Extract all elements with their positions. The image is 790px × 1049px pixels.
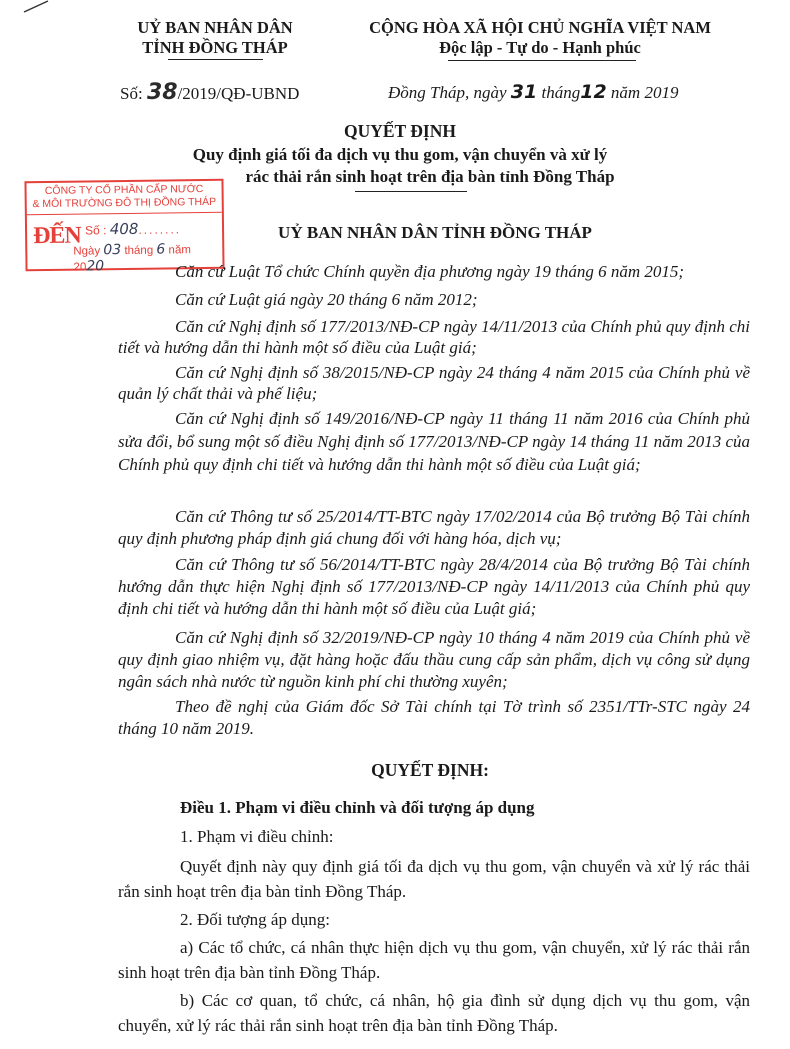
title-subject-line2: rác thải rắn sinh hoạt trên địa bàn tỉnh Đồng Tháp [245,167,615,186]
date-year: năm 2019 [610,83,679,102]
received-stamp [24,179,224,275]
article-1-item-2: 2. Đối tượng áp dụng: [180,910,330,929]
basis-8: Căn cứ Nghị định số 32/2019/NĐ-CP ngày 10 tháng 4 năm 2019 của Chính phủ về quy định giao nhiệm vụ, đặt hàng hoặc đấu thầu cung cấp sản phẩm, dịch vụ công sử dụng ngân sách nhà nước từ nguồn kinh phí chi thường xuyên; [118,628,750,691]
date-month: 12 [580,81,607,103]
article-1-subject-a: a) Các tổ chức, cá nhân thực hiện dịch vụ thu gom, vận chuyển, xử lý rác thải rắn sinh hoạt trên địa bàn tỉnh Đồng Tháp. [118,938,750,982]
motto-underline [448,60,636,61]
basis-7: Căn cứ Thông tư số 56/2014/TT-BTC ngày 28/4/2014 của Bộ trưởng Bộ Tài chính hướng dẫn thực hiện Nghị định số 177/2013/NĐ-CP ngày 14/11/2013 của Chính phủ quy định chi tiết và hướng dẫn thi hành một số điều của Luật giá; [118,555,750,618]
number-prefix: Số: [120,84,143,103]
title-subject-line1: Quy định giá tối đa dịch vụ thu gom, vận chuyển và xử lý [192,145,608,164]
article-1-scope-text: Quyết định này quy định giá tối đa dịch vụ thu gom, vận chuyển và xử lý rác thải rắn sinh hoạt trên địa bàn tỉnh Đồng Tháp. [118,857,750,901]
decide-heading: QUYẾT ĐỊNH: [371,760,489,780]
authority-heading: UỶ BAN NHÂN DÂN TỈNH ĐỒNG THÁP [278,223,592,242]
stamp-ngay-value: 03 [103,242,122,259]
number-handwritten: 38 [146,80,178,105]
issuer-line1: UỶ BAN NHÂN DÂN [137,18,293,37]
issuer-line2: TỈNH ĐỒNG THÁP [142,38,288,57]
stamp-nam-label: năm 20 [73,244,191,274]
basis-2: Căn cứ Luật giá ngày 20 tháng 6 năm 2012; [175,290,478,309]
stamp-nam-value: 20 [86,258,105,275]
document-date [388,82,678,103]
article-1-subject-b: b) Các cơ quan, tổ chức, cá nhân, hộ gia đình sử dụng dịch vụ thu gom, vận chuyển, xử lý rác thải rắn sinh hoạt trên địa bàn tỉnh Đồng Tháp. [118,991,750,1035]
stamp-company-line2: & MÔI TRƯỜNG ĐÔ THỊ ĐỒNG THÁP [32,195,217,211]
date-day: 31 [510,81,538,103]
stamp-den-label: ĐẾN [32,222,81,250]
basis-5: Căn cứ Nghị định số 149/2016/NĐ-CP ngày 11 tháng 11 năm 2016 của Chính phủ sửa đổi, bổ sung một số điều Nghị định số 177/2013/NĐ-CP ngày 14 tháng 11 năm 2013 của Chính phủ quy định chi tiết và hướng dẫn thi hành một số điều của Luật giá; [118,409,750,474]
stamp-divider [27,212,222,215]
stamp-thang-label: tháng [124,244,154,258]
title-underline [355,191,467,192]
stamp-so-label: Số : [84,223,107,238]
basis-3: Căn cứ Nghị định số 177/2013/NĐ-CP ngày 14/11/2013 của Chính phủ quy định chi tiết và hướng dẫn thi hành một số điều của Luật giá; [118,317,750,357]
date-place: Đồng Tháp, ngày [388,83,507,102]
document-number [120,82,299,104]
number-suffix: /2019/QĐ-UBND [177,84,300,103]
basis-4: Căn cứ Nghị định số 38/2015/NĐ-CP ngày 24 tháng 4 năm 2015 của Chính phủ về quản lý chất thải và phế liệu; [118,363,750,403]
stamp-thang-value: 6 [156,241,166,258]
national-header [330,18,750,58]
national-motto: Độc lập - Tự do - Hạnh phúc [439,38,641,57]
pen-mark [22,0,52,14]
article-1-item-1: 1. Phạm vi điều chỉnh: [180,827,334,846]
basis-1: Căn cứ Luật Tổ chức Chính quyền địa phương ngày 19 tháng 6 năm 2015; [175,262,685,281]
date-month-label: tháng [541,83,581,102]
stamp-so-value: 408 [109,219,139,239]
stamp-ngay-label: Ngày [73,245,101,258]
stamp-company-line1: CÔNG TY CỔ PHẦN CẤP NƯỚC [44,183,204,197]
basis-9: Theo đề nghị của Giám đốc Sở Tài chính tại Tờ trình số 2351/TTr-STC ngày 24 tháng 10 năm 2019. [118,697,750,738]
issuer-underline [168,59,263,60]
article-1-heading: Điều 1. Phạm vi điều chỉnh và đối tượng áp dụng [180,798,535,817]
issuer-header [95,18,335,58]
basis-6: Căn cứ Thông tư số 25/2014/TT-BTC ngày 17/02/2014 của Bộ trưởng Bộ Tài chính quy định phương pháp định giá chung đối với hàng hóa, dịch vụ; [118,507,750,548]
document-title: QUYẾT ĐỊNH [344,121,456,141]
stamp-so-row: Số : 408........ [84,219,182,239]
national-title: CỘNG HÒA XÃ HỘI CHỦ NGHĨA VIỆT NAM [369,18,711,37]
